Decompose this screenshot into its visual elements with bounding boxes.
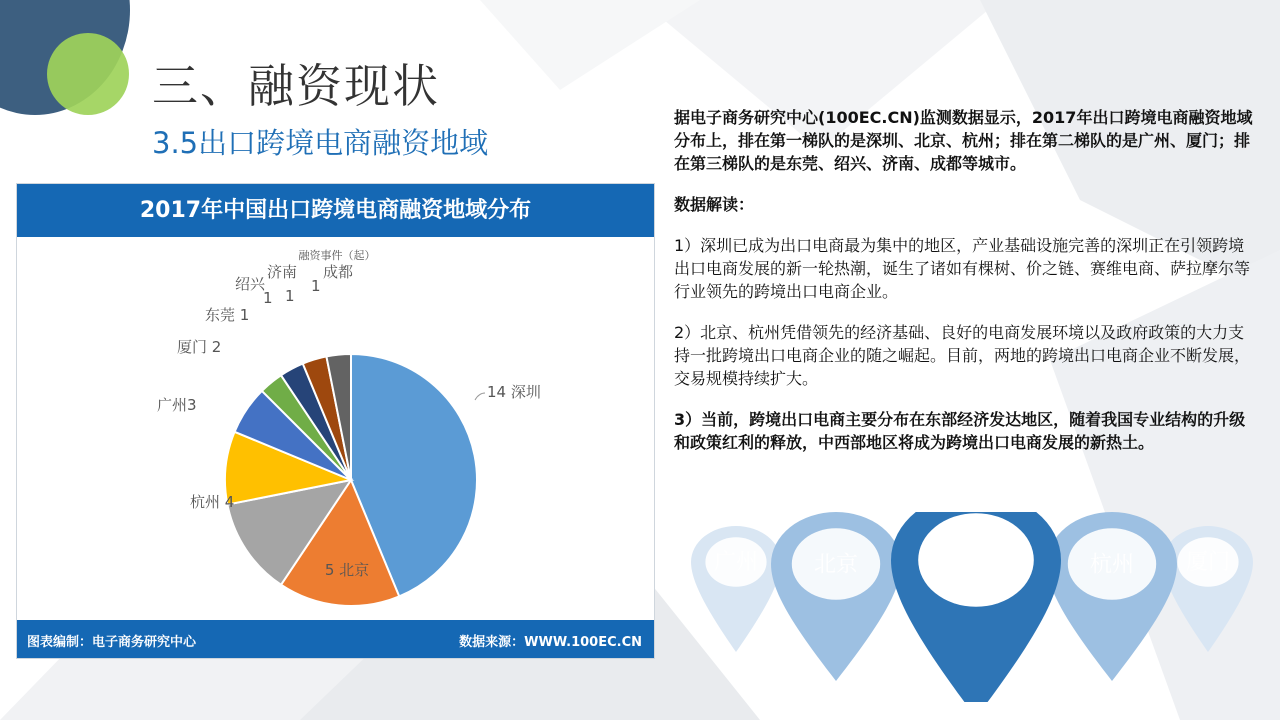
slice-label-深圳: 14 深圳 <box>487 383 541 401</box>
slice-label-厦门: 厦门 2 <box>177 338 222 356</box>
city-pin-深圳 <box>891 512 1061 702</box>
decorative-circle-green <box>47 33 129 115</box>
analysis-text <box>674 106 1259 472</box>
slice-value-label-济南: 1 <box>285 287 295 305</box>
city-pin-杭州 <box>1047 512 1177 681</box>
slice-value-label-成都: 1 <box>311 277 321 295</box>
city-pin-label: 深圳 <box>953 549 999 575</box>
analysis-heading: 数据解读： <box>674 195 755 214</box>
page-subtitle: 3.5出口跨境电商融资地域 <box>152 126 489 160</box>
slice-label-北京: 5 北京 <box>324 561 370 579</box>
unit-label: 融资事件（起） <box>298 249 376 262</box>
footer-compiler: 图表编制：电子商务研究中心 <box>27 635 197 650</box>
point-3: 3）当前，跨境出口电商主要分布在东部经济发达地区，随着我国专业结构的升级和政策红利的释放，中西部地区将成为跨境出口电商发展的新热土。 <box>674 410 1246 452</box>
chart-panel <box>16 183 655 659</box>
city-pin-广州 <box>691 526 781 652</box>
pie-chart <box>17 237 654 620</box>
point-2: 2）北京、杭州凭借领先的经济基础、良好的电商发展环境以及政府政策的大力支持一批跨境出口电商企业的随之崛起。目前，两地的跨境出口电商企业不断发展，交易规模持续扩大。 <box>674 323 1251 388</box>
slice-label-绍兴: 绍兴 <box>235 275 266 293</box>
city-pin-北京 <box>771 512 901 681</box>
chart-title: 2017年中国出口跨境电商融资地域分布 <box>17 184 654 237</box>
city-pin-label: 杭州 <box>1089 552 1135 578</box>
slice-label-杭州: 杭州 4 <box>190 493 235 511</box>
city-pin-label: 厦门 <box>1185 550 1231 575</box>
chart-footer <box>17 620 654 658</box>
slice-label-广州: 广州3 <box>157 396 197 414</box>
city-pin-label: 北京 <box>813 552 859 578</box>
slice-label-东莞: 东莞 1 <box>205 306 250 324</box>
leader-line <box>475 393 485 400</box>
city-pin-label: 广州 <box>713 550 759 575</box>
slice-label-济南: 济南 <box>267 263 298 281</box>
point-1: 1）深圳已成为出口电商最为集中的地区，产业基础设施完善的深圳正在引领跨境出口电商发展的新一轮热潮，诞生了诸如有棵树、价之链、赛维电商、萨拉摩尔等行业领先的跨境出口电商企业。 <box>674 236 1251 301</box>
intro-paragraph: 据电子商务研究中心(100EC.CN)监测数据显示，2017年出口跨境电商融资地域分布上，排在第一梯队的是深圳、北京、杭州；排在第二梯队的是广州、厦门；排在第三梯队的是东莞、绍兴、济南、成都等城市。 <box>674 108 1253 173</box>
page-title: 三、融资现状 <box>152 59 440 113</box>
slice-label-成都: 成都 <box>323 263 354 281</box>
city-pins <box>690 512 1270 702</box>
footer-source: 数据来源：WWW.100EC.CN <box>459 635 642 650</box>
slice-value-label-绍兴: 1 <box>263 289 273 307</box>
city-pin-厦门 <box>1163 526 1253 652</box>
